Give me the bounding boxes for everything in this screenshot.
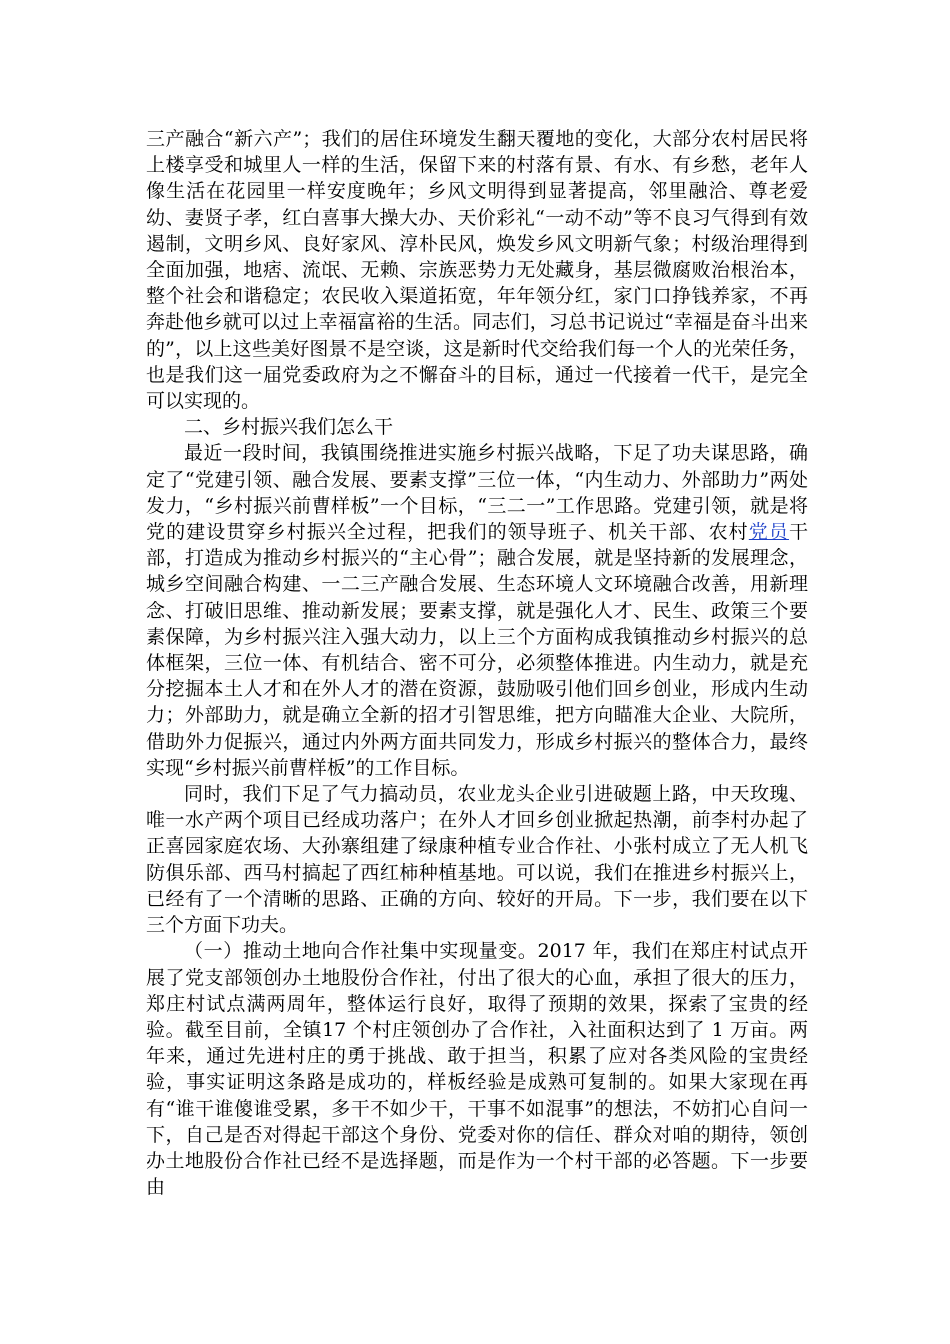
section-heading-how-to-do: 二、乡村振兴我们怎么干 — [184, 416, 394, 439]
paragraph-strategy — [146, 440, 808, 781]
paragraph-strategy-text-part1: 最近一段时间，我镇围绕推进实施乡村振兴战略，下足了功夫谋思路，确定了“党建引领、融合发展、要素支撑”三位一体，“内生动力、外部助力”两处发力，“乡村振兴前曹样板”一个目标，“三二一”工作思路。党建引领，就是将党的建设贯穿乡村振兴全过程，把我们的领导班子、机关干部、农村 — [146, 442, 808, 544]
paragraph-strategy-text-part2: 干部，打造成为推动乡村振兴的“主心骨”；融合发展，就是坚持新的发展理念，城乡空间融合构建、一二三产融合发展、生态环境人文环境融合改善，用新理念、打破旧思维、推动新发展；要素支撑，就是强化人才、民生、政策三个要素保障，为乡村振兴注入强大动力，以上三个方面构成我镇推动乡村振兴的总体框架，三位一体、有机结合、密不可分，必须整体推进。内生动力，就是充分挖掘本土人才和在外人才的潜在资源，鼓励吸引他们回乡创业，形成内生动力；外部助力，就是确立全新的招才引智思维，把方向瞄准大企业、大院所，借助外力促振兴，通过内外两方面共同发力，形成乡村振兴的整体合力，最终实现“乡村振兴前曹样板”的工作目标。 — [146, 521, 808, 779]
document-page — [146, 126, 808, 1200]
paragraph-intro-continuation: 三产融合“新六产”；我们的居住环境发生翻天覆地的变化，大部分农村居民将上楼享受和城里人一样的生活，保留下来的村落有景、有水、有乡愁，老年人像生活在花园里一样安度晚年；乡风文明得到显著提高，邻里融洽、尊老爱幼、妻贤子孝，红白喜事大操大办、天价彩礼“一动不动”等不良习气得到有效遏制，文明乡风、良好家风、淳朴民风，焕发乡风文明新气象；村级治理得到全面加强，地痞、流氓、无赖、宗族恶势力无处藏身，基层微腐败治根治本，整个社会和谐稳定；农民收入渠道拓宽，年年领分红，家门口挣钱养家，不再奔赴他乡就可以过上幸福富裕的生活。同志们，习总书记说过“幸福是奋斗出来的”，以上这些美好图景不是空谈，这是新时代交给我们每一个人的光荣任务，也是我们这一届党委政府为之不懈奋斗的目标，通过一代接着一代干，是完全可以实现的。 — [146, 128, 808, 413]
paragraph-mobilization: 同时，我们下足了气力搞动员，农业龙头企业引进破题上路，中天玫瑰、唯一水产两个项目已经成功落户；在外人才回乡创业掀起热潮，前李村办起了正喜园家庭农场、大孙寨组建了绿康种植专业合作社、小张村成立了无人机飞防俱乐部、西马村搞起了西红柿种植基地。可以说，我们在推进乡村振兴上，已经有了一个清晰的思路、正确的方向、较好的开局。下一步，我们要在以下三个方面下功夫。 — [146, 783, 808, 937]
paragraph-land-cooperative: （一）推动土地向合作社集中实现量变。2017 年，我们在郑庄村试点开展了党支部领创办土地股份合作社，付出了很大的心血，承担了很大的压力，郑庄村试点满两周年，整体运行良好，取得了预期的效果，探索了宝贵的经验。截至目前，全镇17 个村庄领创办了合作社，入社面积达到了 1 万亩。两年来，通过先进村庄的勇于挑战、敢于担当，积累了应对各类风险的宝贵经验，事实证明这条路是成功的，样板经验是成熟可复制的。如果大家现在再有“谁干谁傻谁受累，多干不如少干，干事不如混事”的想法，不妨扪心自问一下，自己是否对得起干部这个身份、党委对你的信任、群众对咱的期待，领创办土地股份合作社已经不是选择题，而是作为一个村干部的必答题。下一步要由 — [146, 940, 808, 1199]
party-member-link[interactable]: 党员 — [748, 521, 789, 544]
